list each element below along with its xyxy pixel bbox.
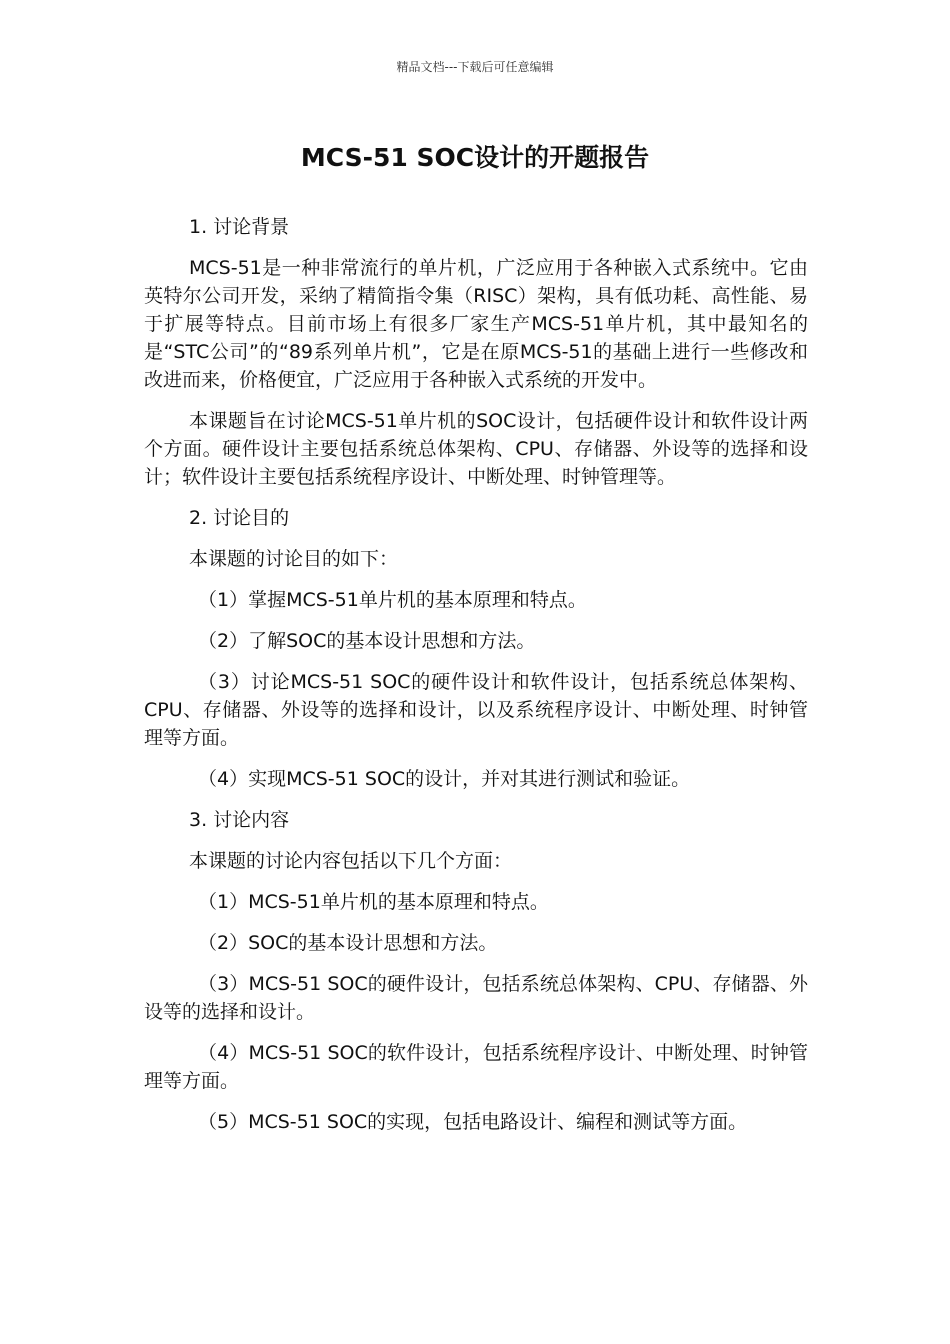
section-heading-purpose: 2. 讨论目的 [189,507,290,529]
list-item: （2）SOC的基本设计思想和方法。 [198,932,498,954]
paragraph-background: MCS-51是一种非常流行的单片机，广泛应用于各种嵌入式系统中。它由英特尔公司开发，采纳了精简指令集（RISC）架构，具有低功耗、高性能、易于扩展等特点。目前市场上有很多厂家生产MCS-51单片机，其中最知名的是“STC公司”的“89系列单片机”，它是在原MCS-51的基础上进行一些修改和改进而来，价格便宜，广泛应用于各种嵌入式系统的开发中。 [144,257,808,391]
section-heading-content: 3. 讨论内容 [189,809,290,831]
list-item: （5）MCS-51 SOC的实现，包括电路设计、编程和测试等方面。 [198,1111,748,1133]
paragraph-scope: 本课题旨在讨论MCS-51单片机的SOC设计，包括硬件设计和软件设计两个方面。硬件设计主要包括系统总体架构、CPU、存储器、外设等的选择和设计；软件设计主要包括系统程序设计、中断处理、时钟管理等。 [144,410,808,488]
section-heading-background: 1. 讨论背景 [189,216,290,238]
paragraph-content-intro: 本课题的讨论内容包括以下几个方面： [189,850,513,872]
list-item: （1）掌握MCS-51单片机的基本原理和特点。 [198,589,587,611]
list-item: （3）讨论MCS-51 SOC的硬件设计和软件设计，包括系统总体架构、CPU、存储器、外设等的选择和设计，以及系统程序设计、中断处理、时钟管理等方面。 [144,671,808,749]
list-item: （3）MCS-51 SOC的硬件设计，包括系统总体架构、CPU、存储器、外设等的选择和设计。 [144,973,808,1023]
paragraph-purpose-intro: 本课题的讨论目的如下： [189,548,399,570]
list-item: （4）实现MCS-51 SOC的设计，并对其进行测试和验证。 [198,768,691,790]
list-item: （2）了解SOC的基本设计思想和方法。 [198,630,536,652]
document-body [144,213,808,1149]
list-item: （1）MCS-51单片机的基本原理和特点。 [198,891,549,913]
document-title: MCS-51 SOC设计的开题报告 [300,143,650,172]
list-item: （4）MCS-51 SOC的软件设计，包括系统程序设计、中断处理、时钟管理等方面。 [144,1042,808,1092]
header-note: 精品文档---下载后可任意编辑 [396,60,554,74]
